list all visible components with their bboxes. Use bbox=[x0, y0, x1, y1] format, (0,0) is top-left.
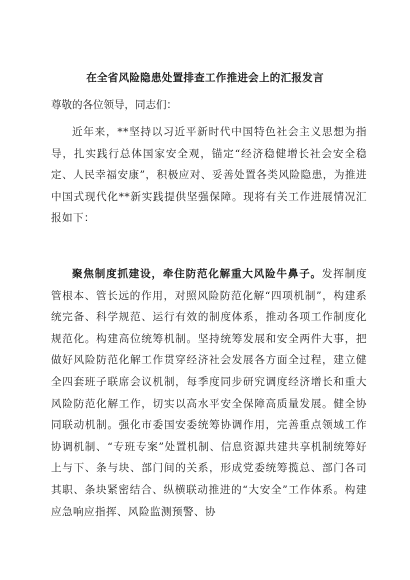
section-heading: 聚焦制度抓建设，牵住防范化解重大风险牛鼻子。 bbox=[72, 268, 322, 280]
section-body: 发挥制度管根本、管长远的作用，对照风险防范化解“四项机制”，构建系统完备、科学规范、运行有效的制度体系，推动各项工作制度化规范化。构建高位统筹机制。坚持统筹发展和安全两件大事，把做好风险防范化解工作贯穿经济社会发展各方面全过程，建立健全四套班子联席会议机制，每季度同步研究调度经济增长和重大风险防范化解工作，切实以高水平安全保障高质量发展。健全协同联动机制。强化市委国安委统筹协调作用，完善重点领域工作协调机制、“专班专案”处置机制、信息资源共建共享机制统筹好上与下、条与块、部门间的关系，形成党委统筹揽总、部门各司其职、条块紧密结合、纵横联动推进的“大安全”工作体系。构建应急响应指挥、风险监测预警、协 bbox=[51, 268, 368, 518]
document-title: 在全省风险隐患处置排查工作推进会上的汇报发言 bbox=[86, 72, 324, 84]
salutation: 尊敬的各位领导，同志们： bbox=[51, 99, 177, 111]
paragraph-intro: 近年来，**坚持以习近平新时代中国特色社会主义思想为指导，扎实践行总体国家安全观，锚定“经济稳健增长社会安全稳定、人民幸福安康”，积极应对、妥善处置各类风险隐患，为推进中国式现代化**新实践提供坚强保障。现将有关工作进展情况汇报如下： bbox=[51, 126, 367, 225]
paragraph-section-1 bbox=[51, 264, 367, 523]
